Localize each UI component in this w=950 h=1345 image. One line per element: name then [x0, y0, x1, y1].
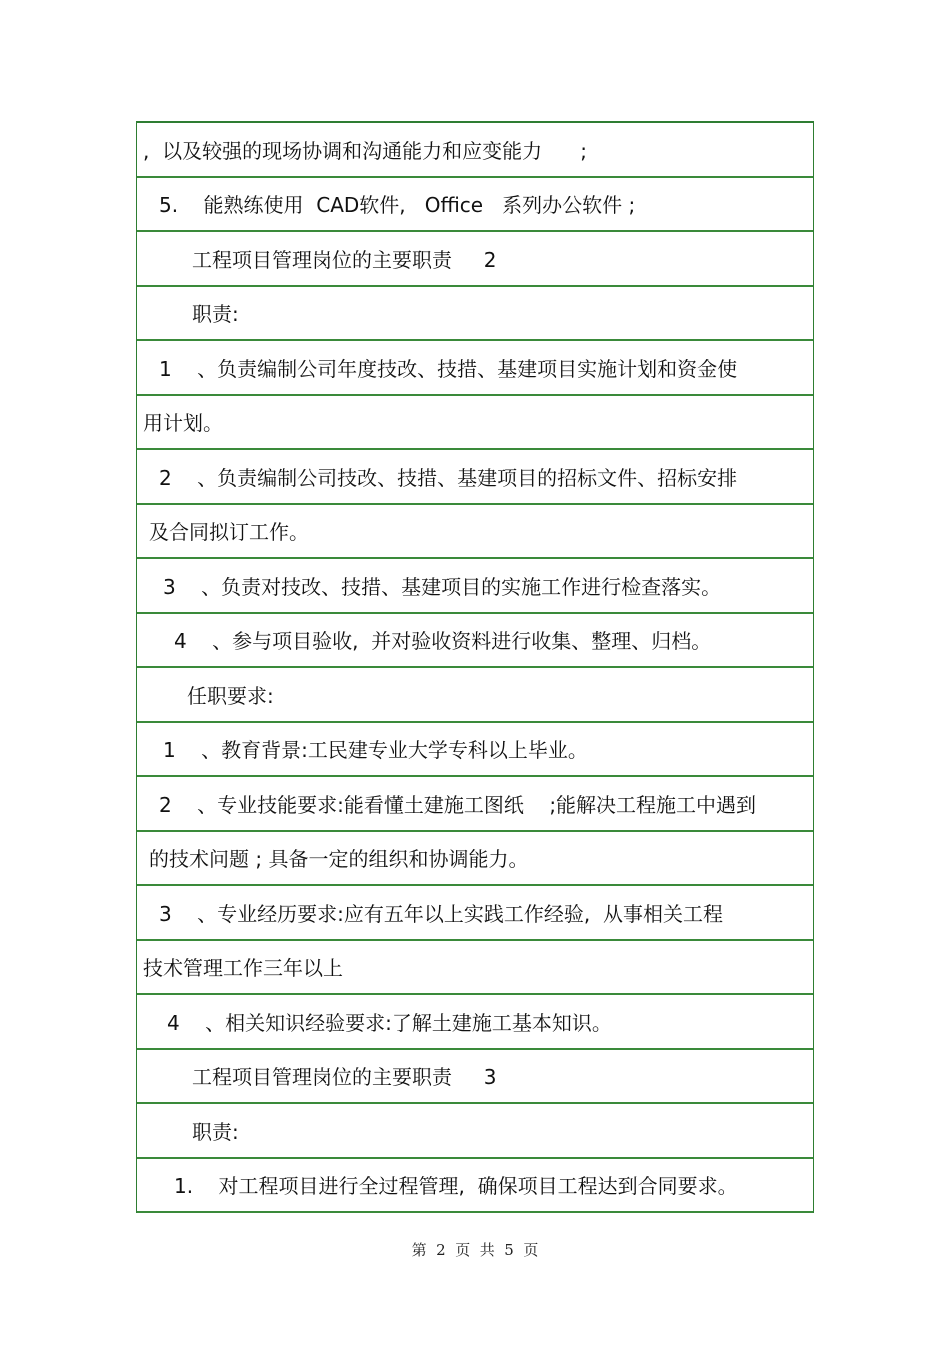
table-row: 2 、负责编制公司技改、技措、基建项目的招标文件、招标安排: [137, 450, 813, 505]
table-row: 1. 对工程项目进行全过程管理, 确保项目工程达到合同要求。: [137, 1159, 813, 1214]
table-row: 技术管理工作三年以上: [137, 941, 813, 996]
table-row: 职责:: [137, 1104, 813, 1159]
table-row: 3 、专业经历要求:应有五年以上实践工作经验, 从事相关工程: [137, 886, 813, 941]
table-row: 职责:: [137, 287, 813, 342]
table-row: 工程项目管理岗位的主要职责 2: [137, 232, 813, 287]
table-row: , 以及较强的现场协调和沟通能力和应变能力 ;: [137, 123, 813, 178]
table-row: 3 、负责对技改、技措、基建项目的实施工作进行检查落实。: [137, 559, 813, 614]
table-row: 4 、参与项目验收, 并对验收资料进行收集、整理、归档。: [137, 614, 813, 669]
table-row: 工程项目管理岗位的主要职责 3: [137, 1050, 813, 1105]
table-row: 1 、教育背景:工民建专业大学专科以上毕业。: [137, 723, 813, 778]
page-number-footer: 第 2 页 共 5 页: [411, 1241, 539, 1259]
table-row: 1 、负责编制公司年度技改、技措、基建项目实施计划和资金使: [137, 341, 813, 396]
table-row: 4 、相关知识经验要求:了解土建施工基本知识。: [137, 995, 813, 1050]
table-row: 及合同拟订工作。: [137, 505, 813, 560]
table-row: 的技术问题 ; 具备一定的组织和协调能力。: [137, 832, 813, 887]
content-table: [136, 121, 814, 1213]
table-row: 任职要求:: [137, 668, 813, 723]
table-row: 用计划。: [137, 396, 813, 451]
table-row: 5. 能熟练使用 CAD软件, Office 系列办公软件 ;: [137, 178, 813, 233]
table-row: 2 、专业技能要求:能看懂土建施工图纸 ;能解决工程施工中遇到: [137, 777, 813, 832]
